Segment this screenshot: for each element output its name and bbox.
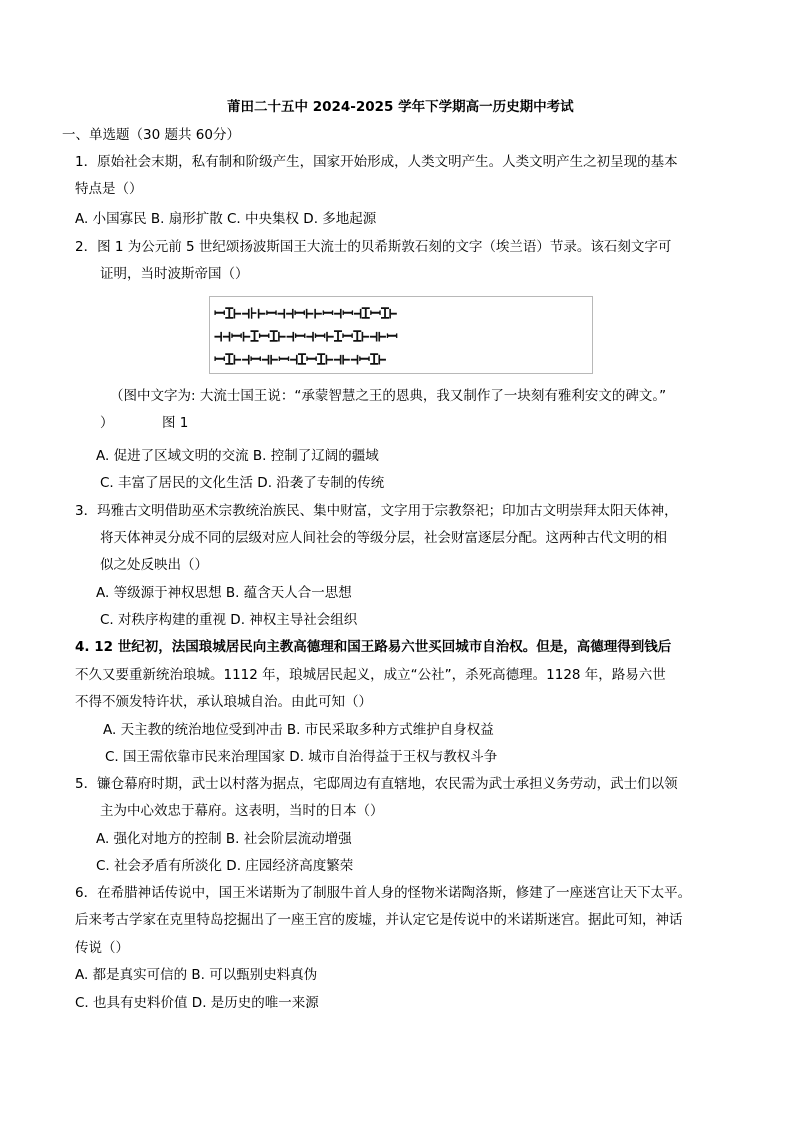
- question-1-line-2: 特点是（）: [75, 181, 143, 197]
- figure-caption-line-1: （图中文字为: 大流士国王说：“承蒙智慧之王的恩典，我又制作了一块刻有雅利安文的碑文。”: [110, 388, 667, 404]
- question-1-line-1: 1．原始社会末期，私有制和阶级产生，国家开始形成，人类文明产生。人类文明产生之初呈现的基本: [75, 154, 678, 170]
- question-4-options-2: C. 国王需依靠市民来治理国家 D. 城市自治得益于王权与教权斗争: [105, 749, 498, 765]
- question-2-options-2: C. 丰富了居民的文化生活 D. 沿袭了专制的传统: [100, 475, 385, 491]
- question-5-options-1: A. 强化对地方的控制 B. 社会阶层流动增强: [96, 831, 352, 847]
- question-6-options-1: A. 都是真实可信的 B. 可以甄别史料真伪: [75, 967, 318, 983]
- question-6-options-2: C. 也具有史料价值 D. 是历史的唯一来源: [75, 995, 319, 1011]
- inscription-row-1: ꟷꞮ⊢⊣⊦⊢ꟷ⊣⊣ꟷ⊢⊢ꟷ⊣ꟷ⊣ꞮꟷꞮ⊢: [214, 305, 398, 323]
- question-4-line-3: 不得不颁发特许状，承认琅城自治。由此可知（）: [75, 694, 372, 710]
- question-5-line-1: 5．镰仓幕府时期，武士以村落为据点，宅邸周边有直辖地，农民需为武士承担义务劳动，武士们以领: [75, 776, 678, 792]
- inscription-row-3: ꟷꞮ⊢⊣ꟷ⊣⊢ꟷ⊣ꞮꟷꞮ⊢⊣⊢⊣ꟷꞮ⊢: [214, 351, 387, 369]
- question-6-line-3: 传说（）: [75, 940, 129, 956]
- question-1-options: A. 小国寡民 B. 扇形扩散 C. 中央集权 D. 多地起源: [75, 211, 377, 227]
- question-3-line-3: 似之处反映出（）: [100, 557, 208, 573]
- inscription-figure: [209, 296, 593, 374]
- figure-caption-line-2: ）: [100, 415, 114, 431]
- inscription-row-2: ⊣⊣ꟷ⊢ꞮꟷꞮ⊢⊣ꟷ⊣ꟷ⊢ꞮꟷꞮ⊢⊣⊢ꟷ: [214, 328, 398, 346]
- question-2-line-2: 证明，当时波斯帝国（）: [100, 266, 249, 282]
- question-2-options-1: A. 促进了区域文明的交流 B. 控制了辽阔的疆域: [96, 448, 379, 464]
- question-6-line-2: 后来考古学家在克里特岛挖掘出了一座王宫的废墟，并认定它是传说中的米诺斯迷宫。据此可知，神话: [75, 912, 683, 928]
- question-4-line-1: 4. 12 世纪初，法国琅城居民向主教高德理和国王路易六世买回城市自治权。但是，高德理得到钱后: [75, 639, 672, 655]
- question-6-line-1: 6．在希腊神话传说中，国王米诺斯为了制服牛首人身的怪物米诺陶洛斯，修建了一座迷宫让天下太平。: [75, 885, 692, 901]
- question-3-options-2: C. 对秩序构建的重视 D. 神权主导社会组织: [100, 612, 358, 628]
- question-5-options-2: C. 社会矛盾有所淡化 D. 庄园经济高度繁荣: [96, 858, 354, 874]
- question-3-line-1: 3．玛雅古文明借助巫术宗教统治族民、集中财富，文字用于宗教祭祀；印加古文明崇拜太阳天体神，: [75, 503, 678, 519]
- exam-title: 莆田二十五中 2024-2025 学年下学期高一历史期中考试: [227, 99, 574, 115]
- figure-label: 图 1: [162, 415, 189, 431]
- question-4-line-2: 不久又要重新统治琅城。1112 年，琅城居民起义，成立“公社”，杀死高德理。1128 年，路易六世: [75, 667, 666, 683]
- question-5-line-2: 主为中心效忠于幕府。这表明，当时的日本（）: [100, 803, 384, 819]
- question-4-options-1: A. 天主教的统治地位受到冲击 B. 市民采取多种方式维护自身权益: [103, 722, 494, 738]
- question-3-options-1: A. 等级源于神权思想 B. 蕴含天人合一思想: [96, 585, 352, 601]
- question-3-line-2: 将天体神灵分成不同的层级对应人间社会的等级分层，社会财富逐层分配。这两种古代文明的相: [100, 530, 667, 546]
- question-2-line-1: 2．图 1 为公元前 5 世纪颂扬波斯国王大流士的贝希斯敦石刻的文字（埃兰语）节录。该石刻文字可: [75, 239, 672, 255]
- section-heading: 一、单选题（30 题共 60分）: [62, 127, 240, 143]
